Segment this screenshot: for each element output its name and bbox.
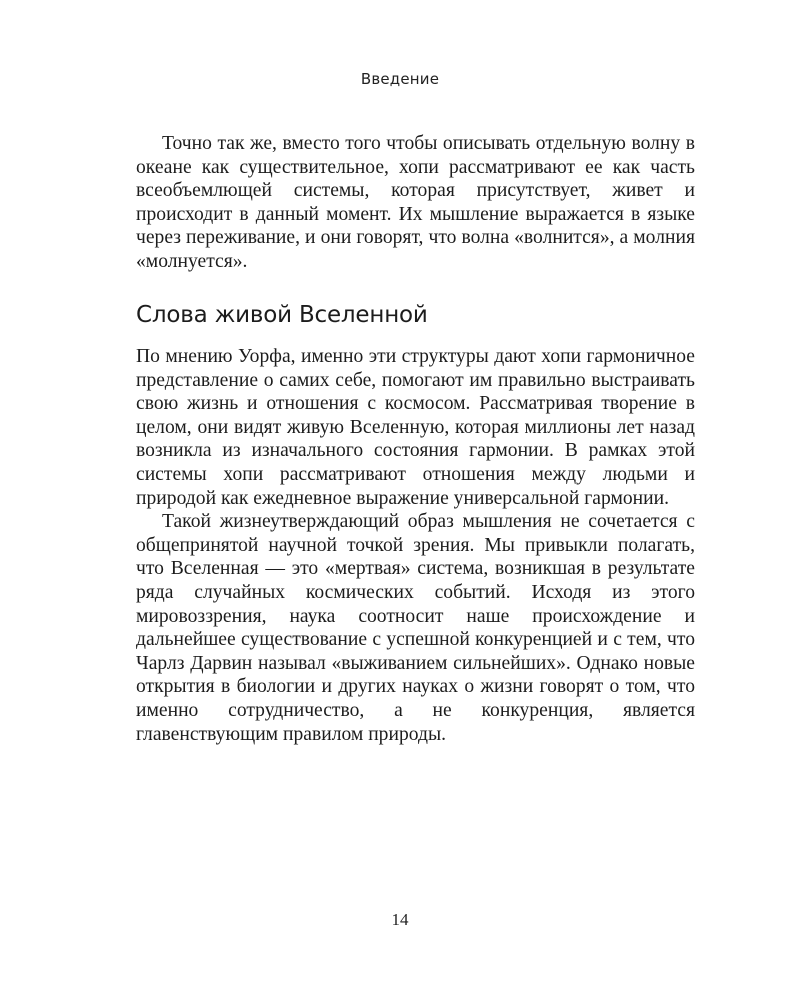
- section-heading: Слова живой Вселенной: [136, 302, 428, 328]
- page-number: 14: [391, 910, 409, 929]
- running-head: Введение: [360, 70, 440, 88]
- intro-paragraph: Точно так же, вместо того чтобы описывать отдельную волну в океане как существительное, хопи рассматривают ее как часть всеобъемлющей системы, которая присутствует, живет и происходит в данный момент. Их мышление выражается в языке через переживание, и они говорят, что волна «волнится», а молния «молнуется».: [136, 133, 695, 272]
- intro-text-block: [136, 132, 695, 274]
- section-paragraph-1: По мнению Уорфа, именно эти структуры дают хопи гармоничное представление о самих себе, помогают им правильно выстраивать свою жизнь и отношения с космосом. Рассматривая творение в целом, они видят живую Вселенную, которая миллионы лет назад возникла из изначального состояния гармонии. В рамках этой системы хопи рассматривают отношения между людьми и природой как ежедневное выражение универсальной гармонии.: [136, 346, 695, 509]
- section-body: [136, 345, 695, 746]
- section-paragraph-2: Такой жизнеутверждающий образ мышления не сочетается с общепринятой научной точкой зрения. Мы привыкли полагать, что Вселенная — это «мертвая» система, возникшая в результате ряда случайных космических событий. Исходя из этого мировоззрения, наука соотносит наше происхождение и дальнейшее существование с успешной конкуренцией и с тем, что Чарлз Дарвин называл «выживанием сильнейших». Однако новые открытия в биологии и других науках о жизни говорят о том, что именно сотрудничество, а не конкуренция, является главенствующим правилом природы.: [136, 511, 695, 745]
